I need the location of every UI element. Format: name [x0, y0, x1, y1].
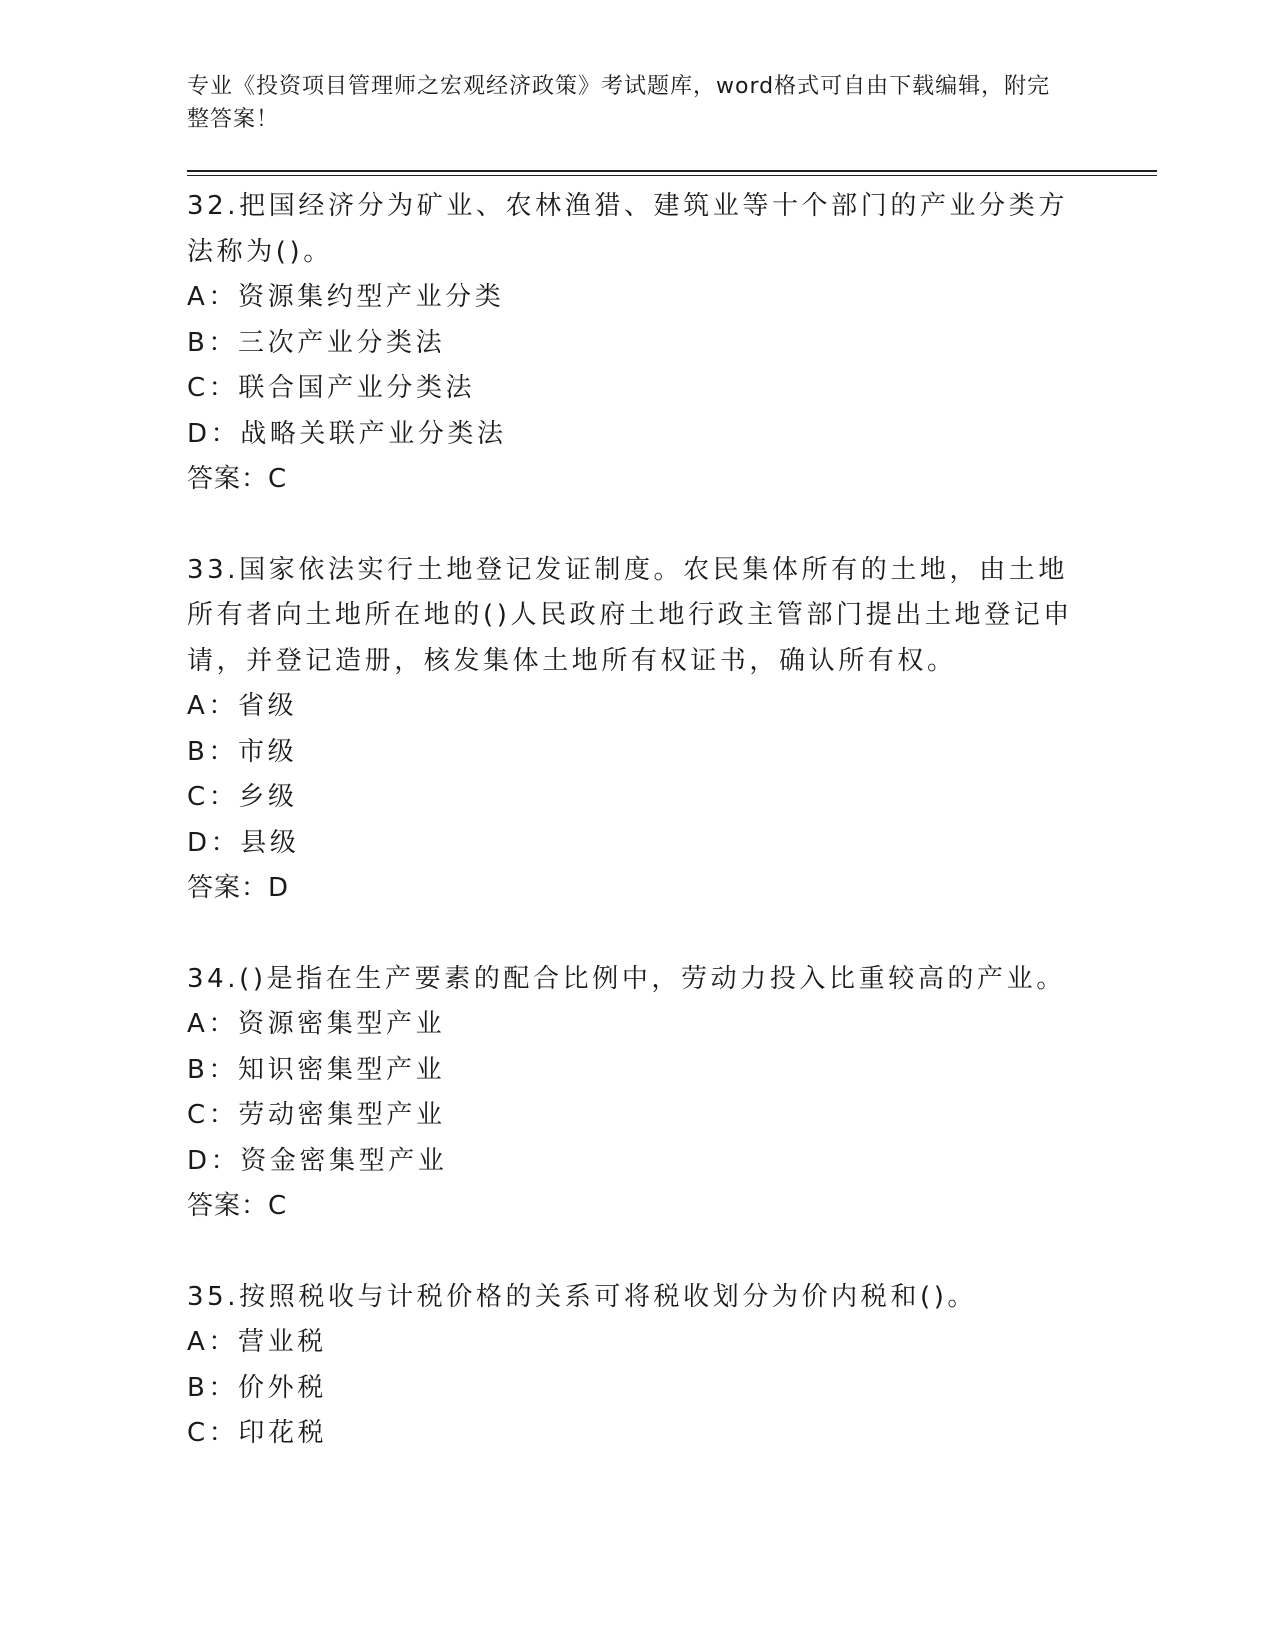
option-d: D：资金密集型产业 — [187, 1145, 448, 1176]
divider-line-thick — [187, 170, 1157, 172]
answer-line: 答案：D — [187, 873, 290, 903]
question-33 — [187, 548, 1157, 912]
question-stem: 34.()是指在生产要素的配合比例中，劳动力投入比重较高的产业。 — [187, 963, 1066, 994]
answer-line: 答案：C — [187, 464, 288, 494]
option-b: B：知识密集型产业 — [187, 1054, 446, 1085]
option-c: C：劳动密集型产业 — [187, 1100, 446, 1130]
question-34 — [187, 957, 1157, 1230]
question-32 — [187, 184, 1157, 503]
document-page — [187, 70, 1157, 1502]
question-stem: 35.按照税收与计税价格的关系可将税收划分为价内税和()。 — [187, 1281, 978, 1312]
option-a: A：营业税 — [187, 1327, 327, 1357]
document-intro: 专业《投资项目管理师之宏观经济政策》考试题库，word格式可自由下载编辑，附完整答案！ — [187, 74, 1051, 132]
answer-line: 答案：C — [187, 1191, 288, 1221]
option-a: A：省级 — [187, 691, 298, 721]
option-b: B：市级 — [187, 736, 298, 767]
option-a: A：资源密集型产业 — [187, 1009, 446, 1039]
option-a: A：资源集约型产业分类 — [187, 282, 505, 312]
option-b: B：三次产业分类法 — [187, 327, 446, 358]
option-c: C：乡级 — [187, 782, 298, 812]
option-c: C：印花税 — [187, 1418, 328, 1448]
question-stem: 33.国家依法实行土地登记发证制度。农民集体所有的土地，由土地所有者向土地所在地的()人民政府土地行政主管部门提出土地登记申请，并登记造册，核发集体土地所有权证书，确认所有权。 — [187, 554, 1073, 676]
header-divider — [187, 170, 1157, 176]
question-list — [187, 184, 1157, 1457]
option-b: B：价外税 — [187, 1372, 327, 1403]
option-c: C：联合国产业分类法 — [187, 373, 476, 403]
option-d: D：战略关联产业分类法 — [187, 418, 507, 449]
option-d: D：县级 — [187, 827, 300, 858]
question-stem: 32.把国经济分为矿业、农林渔猎、建筑业等十个部门的产业分类方法称为()。 — [187, 191, 1068, 267]
divider-line-thin — [187, 175, 1157, 176]
question-35 — [187, 1275, 1157, 1457]
